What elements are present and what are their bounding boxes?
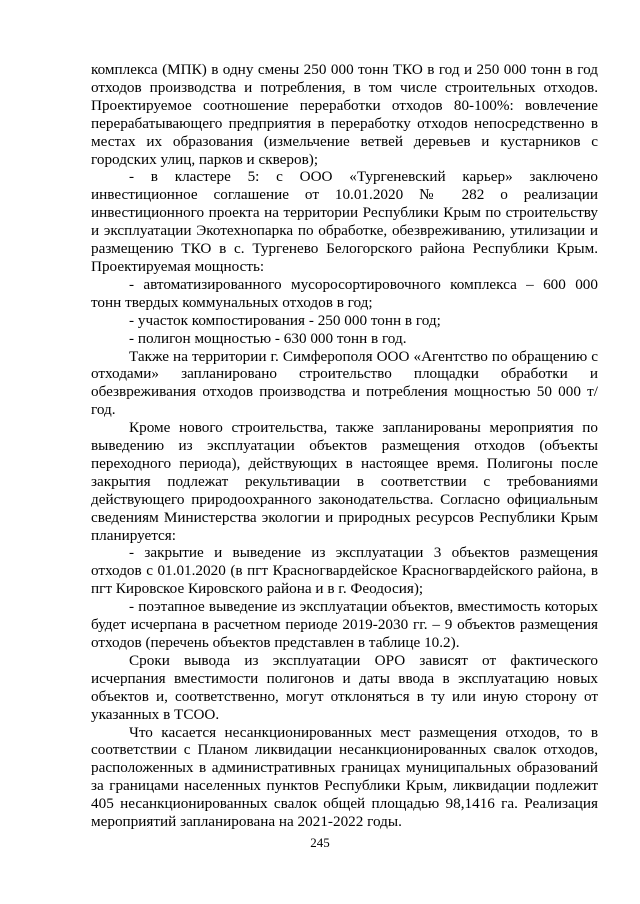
paragraph-landfill: - полигон мощностью - 630 000 тонн в год. (129, 329, 407, 347)
page-number: 245 (310, 835, 330, 850)
document-body (91, 61, 598, 831)
paragraph-oro-timing: Сроки вывода из эксплуатации ОРО зависят от фактического исчерпания вместимости полигонов и даты ввода в эксплуатацию новых объектов и, соответственно, могут отклоняться в ту или иную сторону от указанных в ТСОО. (91, 651, 598, 723)
paragraph-phased-closure: - поэтапное выведение из эксплуатации объектов, вместимость которых будет исчерпана в расчетном периоде 2019-2030 гг. – 9 объектов размещения отходов (перечень объектов представлен в таблице 10.2). (91, 598, 598, 651)
paragraph-closure-3-sites: - закрытие и выведение из эксплуатации 3 объектов размещения отходов с 01.01.2020 (в пгт Красногвардейское Красногвардейского района, в пгт Кировское Кировского района и в г. Феодосия); (91, 544, 598, 598)
paragraph-mpk-capacity: комплекса (МПК) в одну смены 250 000 тонн ТКО в год и 250 000 тонн в год отходов производства и потребления, в том числе строительных отходов. Проектируемое соотношение переработки отходов 80-100%: вовлечение перерабатывающего предприятия в переработку отходов непосредственно в местах их образования (измельчение ветвей деревьев и кустарников с городских улиц, парков и скверов); (91, 61, 598, 168)
paragraph-cluster-5: - в кластере 5: с ООО «Тургеневский карьер» заключено инвестиционное соглашение от 10.01.2020 № 282 о реализации инвестиционного проекта на территории Республики Крым по строительству и эксплуатации Экотехнопарка по обработке, обезвреживанию, утилизации и размещению ТКО в с. Тургенево Белогорского района Республики Крым. Проектируемая мощность: (91, 168, 598, 275)
paragraph-sorting-complex: - автоматизированного мусоросортировочного комплекса – 600 000 тонн твердых коммунальных отходов в год; (91, 275, 598, 311)
paragraph-unauthorized-dumps: Что касается несанкционированных мест размещения отходов, то в соответствии с Планом ликвидации несанкционированных свалок отходов, расположенных в административных границах муниципальных образований за границами населенных пунктов Республики Крым, ликвидации подлежит 405 несанкционированных свалок общей площадью 98,1416 га. Реализация мероприятий запланирована на 2021-2022 годы. (91, 723, 598, 831)
paragraph-simferopol: Также на территории г. Симферополя ООО «Агентство по обращению с отходами» запланировано строительство площадки обработки и обезвреживания отходов производства и потребления мощностью 50 000 т/год. (91, 347, 598, 419)
paragraph-decommissioning: Кроме нового строительства, также запланированы мероприятия по выведению из эксплуатации объектов размещения отходов (объекты переходного периода), действующих в настоящее время. Полигоны после закрытия подлежат рекультивации в соответствии с требованиями действующего природоохранного законодательства. Согласно официальным сведениям Министерства экологии и природных ресурсов Республики Крым планируется: (91, 419, 598, 544)
paragraph-composting: - участок компостирования - 250 000 тонн в год; (129, 311, 441, 329)
